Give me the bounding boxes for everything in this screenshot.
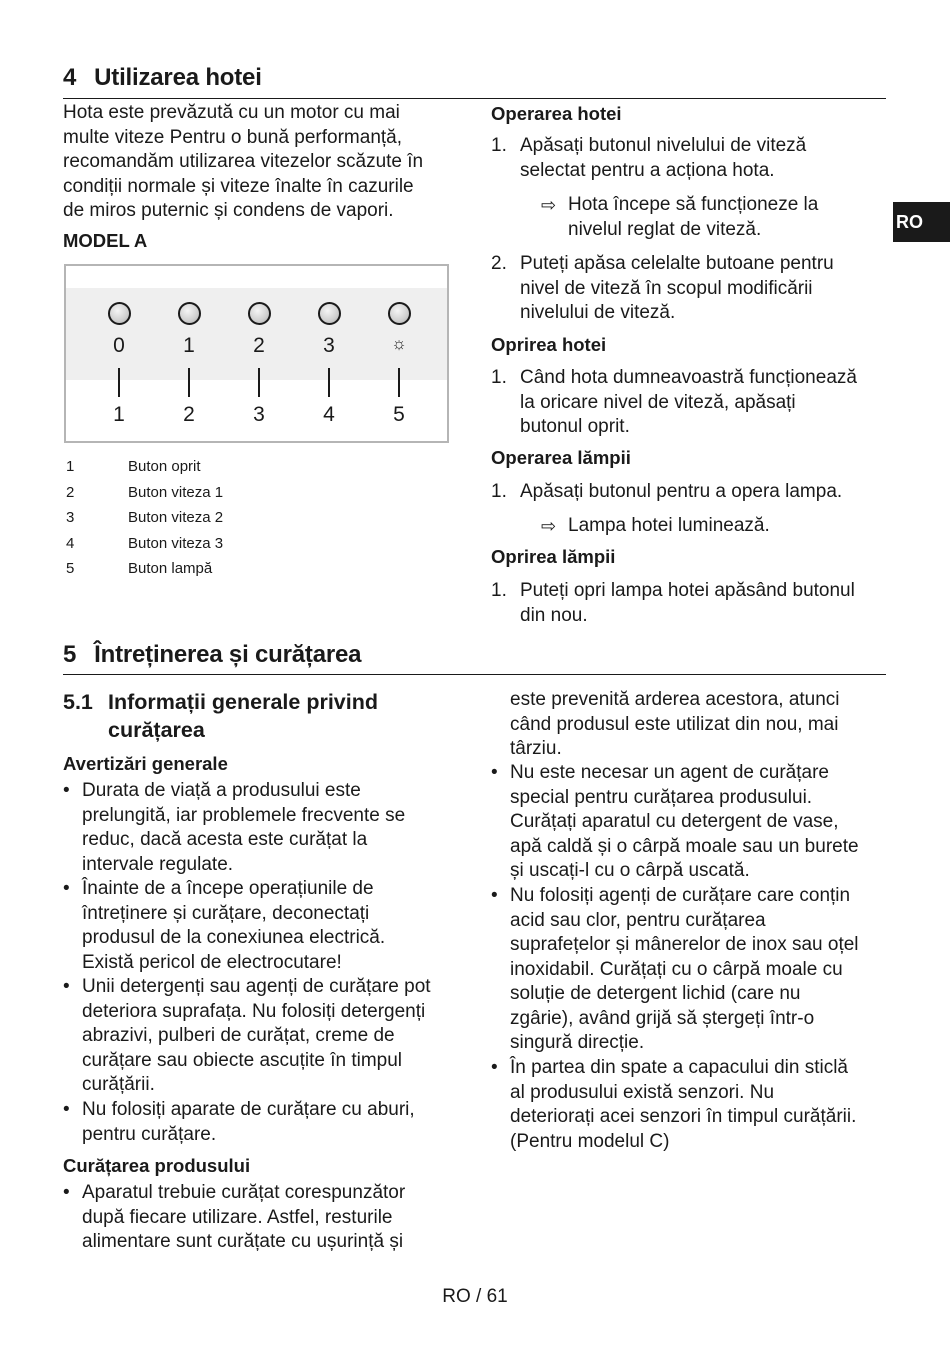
bullet-line: (Pentru modelul C) — [510, 1130, 670, 1152]
legend-number: 3 — [66, 509, 75, 526]
step-number: 2. — [491, 253, 507, 274]
lamp-stopping-title: Oprirea lămpii — [491, 546, 616, 567]
knob-label: 2 — [253, 334, 265, 357]
callout-line — [398, 368, 400, 397]
paragraph-line: târziu. — [510, 738, 562, 759]
page-number: RO / 61 — [442, 1286, 508, 1307]
bullet-line: alimentare sunt curățate cu ușurință și — [82, 1231, 404, 1252]
section-5-rule — [63, 674, 886, 675]
section-4-heading — [63, 64, 262, 92]
step-line: Puteți opri lampa hotei apăsând butonul — [520, 580, 855, 601]
bullet-line: Unii detergenți sau agenți de curățare pot — [82, 976, 431, 997]
language-tab: RO — [893, 202, 950, 242]
subsection-title-line: Informații generale privind — [108, 690, 378, 714]
result-line: nivelul reglat de viteză. — [568, 218, 762, 240]
cleaning-product-title: Curățarea produsului — [63, 1155, 251, 1176]
bullet-line: soluție de detergent lichid (care nu — [510, 983, 801, 1004]
lamp-icon: ☼ — [391, 334, 407, 353]
bullet-line: Înainte de a începe operațiunile de — [82, 878, 374, 899]
bullet-line: zgârie), având grijă să ștergeți într-o — [510, 1007, 815, 1029]
intro-line: condiții normale și viteze înalte în cazurile — [63, 175, 414, 197]
bullet-icon: • — [63, 1099, 70, 1120]
result-line: Lampa hotei luminează. — [568, 515, 770, 536]
bullet-line: În partea din spate a capacului din sticlă — [510, 1057, 848, 1078]
bullet-icon: • — [63, 976, 70, 997]
step-line: nivel de viteză în scopul modificării — [520, 277, 813, 299]
knob-label: 3 — [323, 334, 335, 357]
bullet-line: inoxidabil. Curățați cu o cârpă moale cu — [510, 958, 843, 980]
cleaning-continuation — [510, 688, 890, 762]
bullet-line: al produsului există senzori. Nu — [510, 1081, 775, 1103]
section-5-number: 5 — [63, 641, 77, 668]
legend-text: Buton viteza 1 — [128, 484, 224, 501]
bullet-line: prelungită, iar problemele frecvente se — [82, 804, 406, 826]
intro-line: multe viteze Pentru o bună performanță, — [63, 126, 403, 148]
control-panel-diagram — [64, 264, 449, 443]
callout-number: 3 — [253, 403, 265, 426]
bullet-line: Nu folosiți aparate de curățare cu aburi, — [82, 1099, 415, 1120]
step-number: 1. — [491, 367, 507, 388]
callout-number: 5 — [393, 403, 405, 426]
callout-number: 4 — [323, 403, 335, 426]
general-warnings-title: Avertizări generale — [63, 753, 228, 774]
bullet-line: Nu folosiți agenți de curățare care conțin — [510, 885, 851, 906]
callout-number: 1 — [113, 403, 125, 426]
bullet-line: Nu este necesar un agent de curățare — [510, 762, 829, 783]
intro-line: de miros puternic și condens de vapori. — [63, 200, 394, 221]
step-number: 1. — [491, 135, 507, 156]
step-line: din nou. — [520, 604, 588, 626]
bullet-line: reduc, dacă acesta este curățat la — [82, 829, 368, 850]
knob-label: 0 — [113, 334, 125, 357]
bullet-line: intervale regulate. — [82, 853, 234, 875]
legend-number: 2 — [66, 484, 75, 501]
bullet-line: acid sau clor, pentru curățarea — [510, 909, 766, 931]
legend-text: Buton viteza 3 — [128, 535, 224, 552]
legend-text: Buton oprit — [128, 458, 201, 475]
callout-line — [188, 368, 190, 397]
bullet-line: Aparatul trebuie curățat corespunzător — [82, 1182, 406, 1203]
callout-line — [118, 368, 120, 397]
step-number: 1. — [491, 481, 507, 502]
bullet-line: pentru curățare. — [82, 1123, 217, 1145]
step-number: 1. — [491, 580, 507, 601]
bullet-line: deteriora suprafața. Nu folosiți detergenți — [82, 1000, 426, 1022]
section-4-title: Utilizarea hotei — [94, 64, 262, 91]
callout-line — [328, 368, 330, 397]
legend-number: 4 — [66, 535, 75, 552]
step-line: Apăsați butonul pentru a opera lampa. — [520, 481, 843, 502]
bullet-line: și uscați-l cu o cârpă uscată. — [510, 860, 750, 881]
stopping-hood-title: Oprirea hotei — [491, 334, 607, 355]
bullet-line: curățării. — [82, 1074, 155, 1095]
lamp-button-knob — [388, 302, 411, 325]
result-arrow-icon: ⇨ — [541, 195, 557, 215]
legend-number: 5 — [66, 560, 75, 577]
legend-text: Buton lampă — [128, 560, 213, 577]
bullet-line: curățare sau obiecte ascuțite în timpul — [82, 1049, 403, 1071]
step-line: butonul oprit. — [520, 416, 630, 437]
bullet-icon: • — [63, 780, 70, 801]
result-line: Hota începe să funcționeze la — [568, 194, 819, 215]
section-4-intro — [63, 101, 473, 224]
off-button-knob — [108, 302, 131, 325]
bullet-icon: • — [63, 1182, 70, 1203]
result-arrow-icon: ⇨ — [541, 516, 557, 536]
bullet-line: întreținere și curățare, deconectați — [82, 902, 370, 924]
bullet-icon: • — [491, 1057, 498, 1078]
step-line: Apăsați butonul nivelului de viteză — [520, 135, 807, 156]
operating-hood-title: Operarea hotei — [491, 103, 622, 124]
legend-number: 1 — [66, 458, 75, 475]
model-label: MODEL A — [63, 230, 148, 251]
intro-line: recomandăm utilizarea vitezelor scăzute în — [63, 151, 424, 172]
bullet-line: suprafețelor și mânerelor de inox sau oțel — [510, 934, 859, 955]
bullet-line: singură direcție. — [510, 1032, 645, 1053]
knob-label: 1 — [183, 334, 195, 357]
bullet-line: deteriorați acei senzori în timpul curățării. — [510, 1106, 857, 1127]
step-line: selectat pentru a acționa hota. — [520, 159, 775, 181]
bullet-icon: • — [63, 878, 70, 899]
bullet-line: după fiecare utilizare. Astfel, resturile — [82, 1206, 393, 1228]
section-5-heading — [63, 641, 361, 669]
subsection-title-line: curățarea — [108, 718, 205, 742]
subsection-number: 5.1 — [63, 690, 93, 714]
step-line: Când hota dumneavoastră funcționează — [520, 367, 857, 388]
bullet-line: abrazivi, pulberi de curățat, creme de — [82, 1025, 395, 1046]
bullet-line: produsul de la conexiunea electrică. — [82, 927, 386, 948]
lamp-operating-title: Operarea lămpii — [491, 447, 631, 468]
intro-line: Hota este prevăzută cu un motor cu mai — [63, 102, 400, 123]
speed-2-button-knob — [248, 302, 271, 325]
bullet-icon: • — [491, 762, 498, 783]
section-5-title: Întreținerea și curățarea — [94, 641, 362, 668]
bullet-line: Există pericol de electrocutare! — [82, 951, 342, 973]
bullet-line: special pentru curățarea produsului. — [510, 786, 813, 808]
callout-line — [258, 368, 260, 397]
step-line: nivelului de viteză. — [520, 302, 676, 323]
paragraph-line: este prevenită arderea acestora, atunci — [510, 689, 840, 710]
speed-1-button-knob — [178, 302, 201, 325]
step-line: la oricare nivel de viteză, apăsați — [520, 391, 796, 413]
section-4-number: 4 — [63, 64, 77, 91]
bullet-line: Curățați aparatul cu detergent de vase, — [510, 811, 839, 832]
section-4-rule — [63, 98, 886, 99]
legend-text: Buton viteza 2 — [128, 509, 224, 526]
bullet-line: Durata de viață a produsului este — [82, 780, 361, 801]
paragraph-line: când produsul este utilizat din nou, mai — [510, 713, 839, 735]
speed-3-button-knob — [318, 302, 341, 325]
step-line: Puteți apăsa celelalte butoane pentru — [520, 253, 834, 274]
bullet-line: apă caldă și o cârpă moale sau un burete — [510, 835, 859, 857]
bullet-icon: • — [491, 885, 498, 906]
callout-number: 2 — [183, 403, 195, 426]
